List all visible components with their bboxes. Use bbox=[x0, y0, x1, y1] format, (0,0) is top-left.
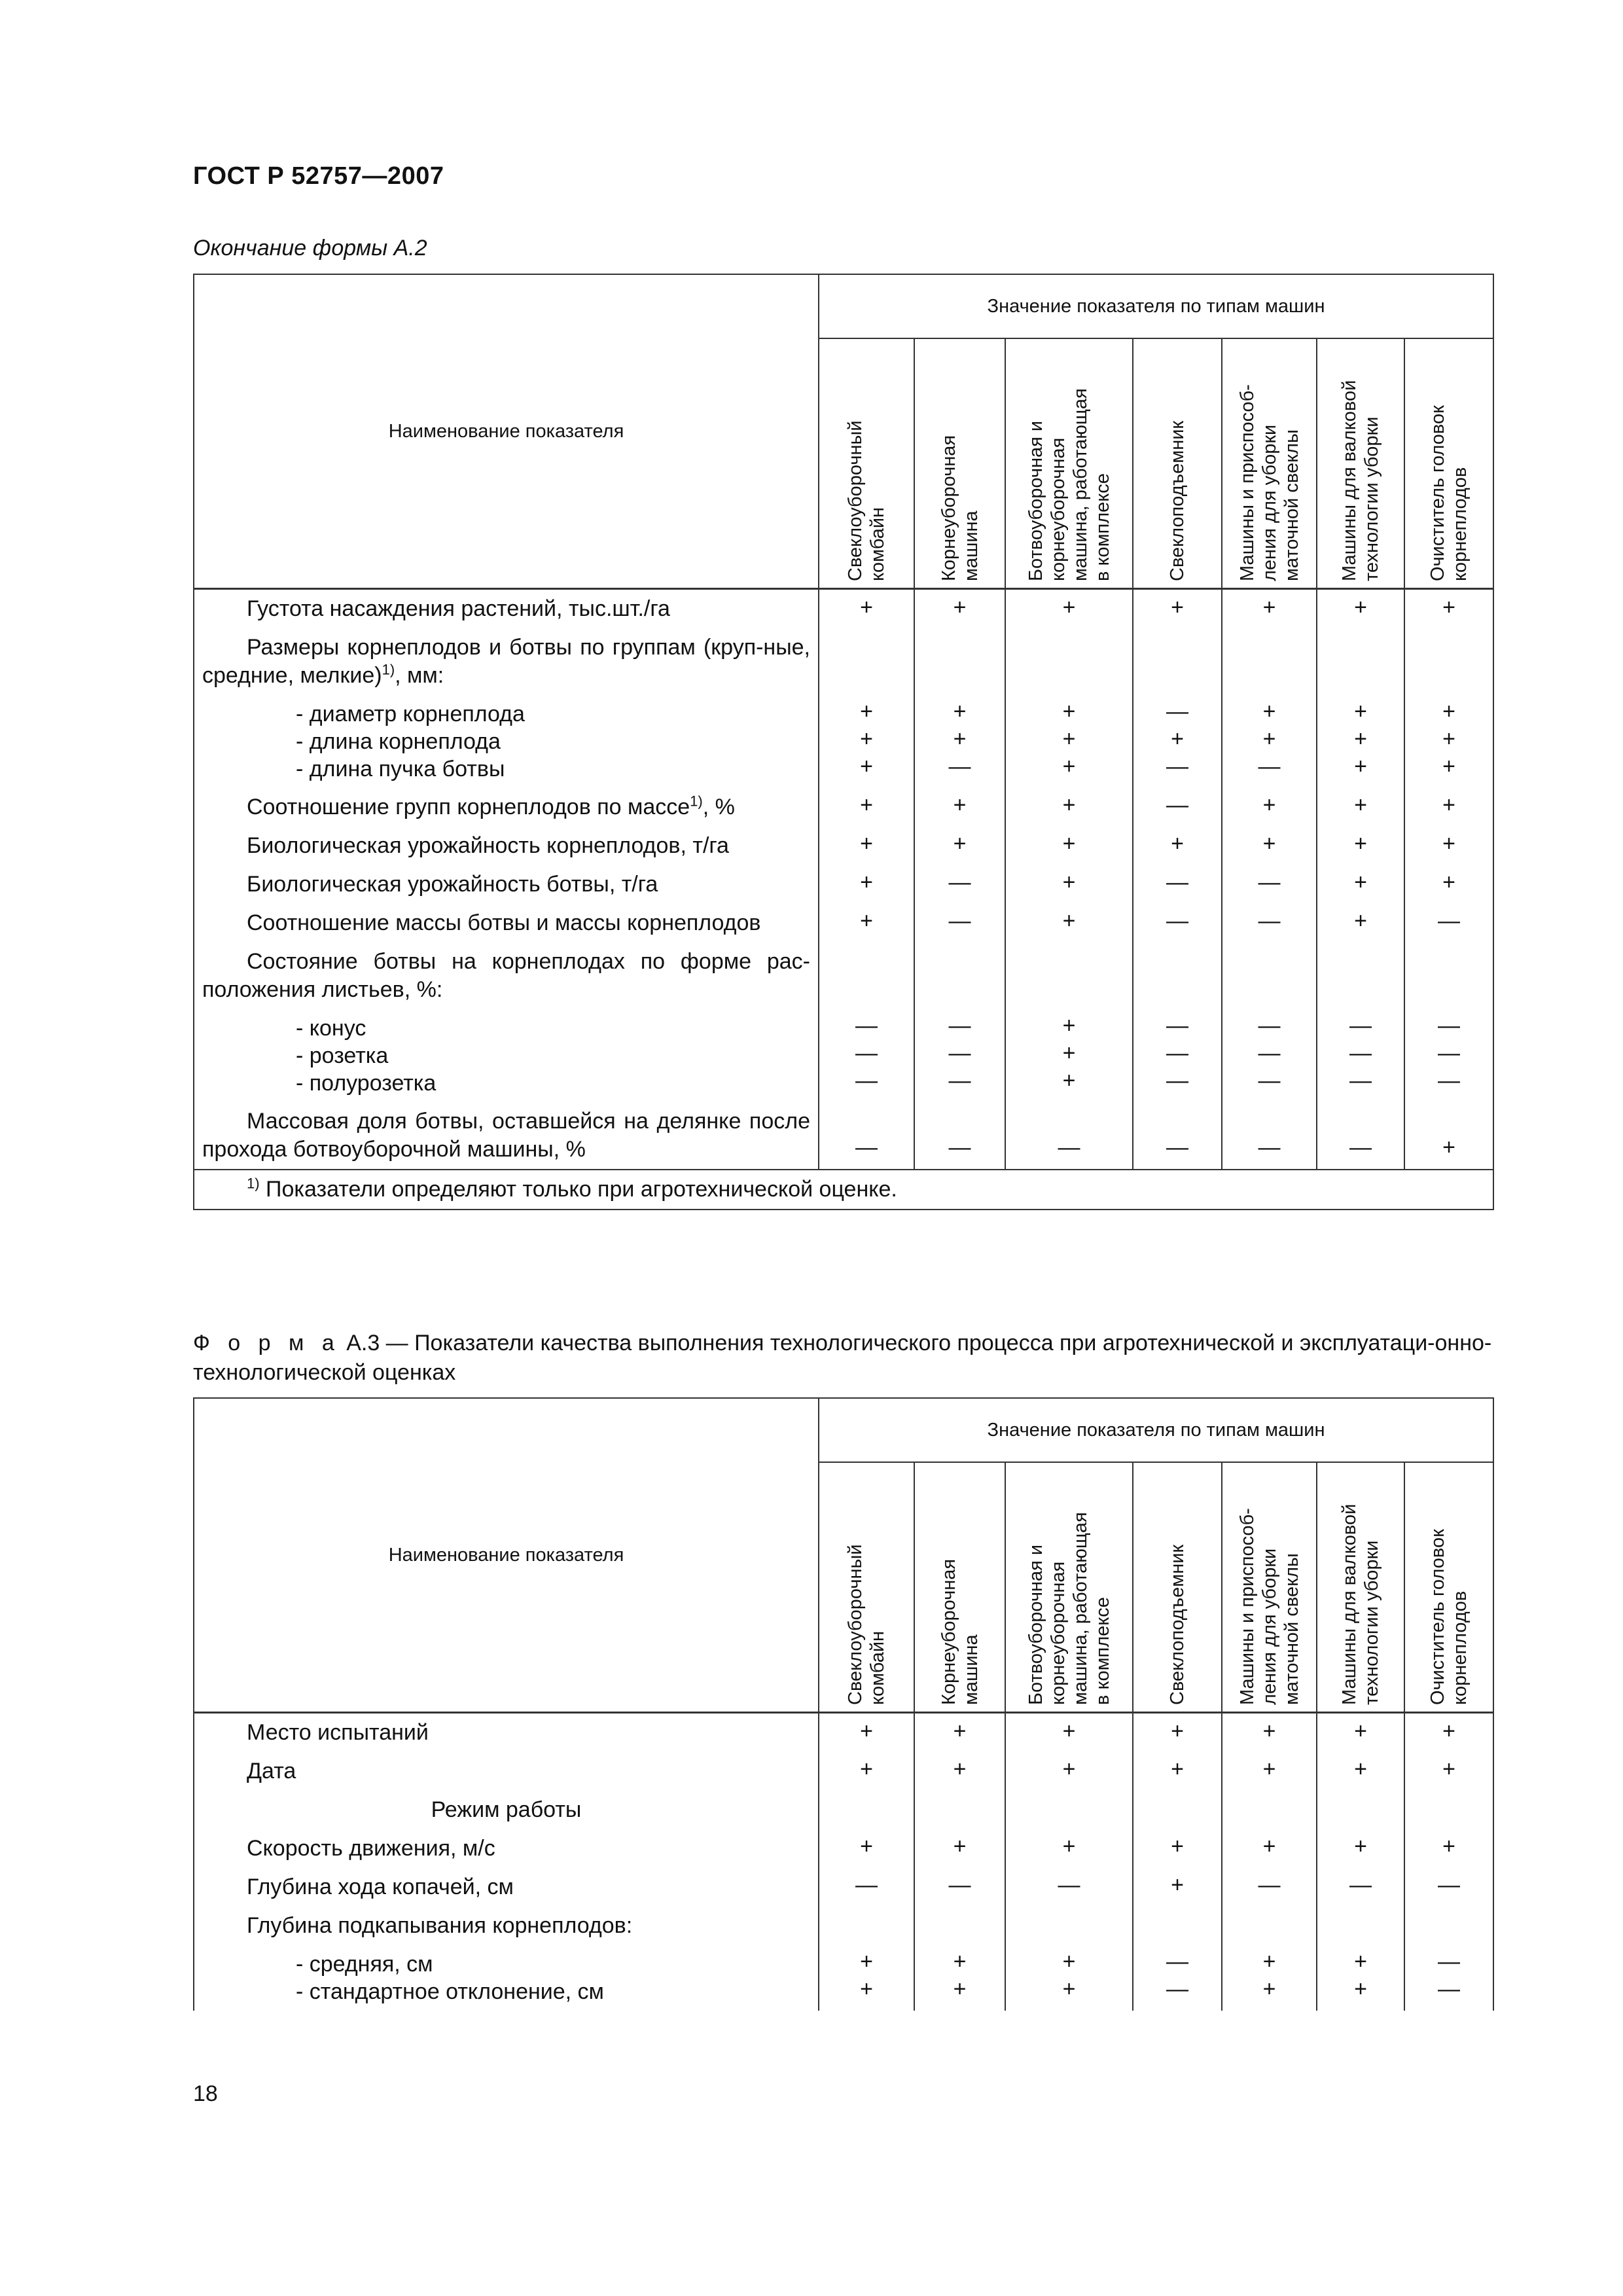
value-cell: + + + bbox=[819, 695, 914, 788]
value-cell bbox=[1133, 942, 1222, 1009]
value-cell: + bbox=[1133, 827, 1222, 865]
value-cell: — bbox=[1005, 1102, 1133, 1170]
value-cell: + bbox=[819, 1713, 914, 1753]
value-cell bbox=[1133, 1907, 1222, 1945]
value-cell: — bbox=[1222, 1868, 1317, 1907]
value-cell: — bbox=[1133, 1102, 1222, 1170]
value-cell: — — — bbox=[1222, 1009, 1317, 1102]
value-cell: — bbox=[1222, 1102, 1317, 1170]
value-cell: + bbox=[914, 827, 1005, 865]
value-cell: + bbox=[914, 1829, 1005, 1868]
value-cell: — bbox=[819, 1868, 914, 1907]
indicator-name: Соотношение групп корнеплодов по массе$^{1)}$, % bbox=[194, 788, 819, 827]
value-cell: — bbox=[914, 865, 1005, 904]
value-cell bbox=[1404, 942, 1493, 1009]
value-cell: + bbox=[819, 1829, 914, 1868]
column-header-machine: Ботвоуборочная и корнеуборочная машина, работающая в комплексе bbox=[1005, 1462, 1133, 1713]
value-cell: + bbox=[1404, 1829, 1493, 1868]
indicator-name: Скорость движения, м/с bbox=[194, 1829, 819, 1868]
indicator-name: Состояние ботвы на корнеплодах по форме рас-положения листьев, %: bbox=[194, 942, 819, 1009]
column-header-name: Наименование показателя bbox=[194, 1398, 819, 1713]
value-cell: + bbox=[1005, 865, 1133, 904]
indicator-name: Биологическая урожайность корнеплодов, т/га bbox=[194, 827, 819, 865]
value-cell: — bbox=[1133, 865, 1222, 904]
sub-indicator: - диаметр корнеплода bbox=[296, 702, 525, 726]
value-cell bbox=[1005, 942, 1133, 1009]
value-cell: — + — bbox=[1133, 695, 1222, 788]
table-row bbox=[194, 865, 1493, 904]
indicator-name: Соотношение массы ботвы и массы корнеплодов bbox=[194, 904, 819, 942]
value-cell: + bbox=[1317, 1752, 1404, 1791]
value-cell: — bbox=[914, 904, 1005, 942]
value-cell: — bbox=[1005, 1868, 1133, 1907]
value-cell: + bbox=[819, 865, 914, 904]
value-cell bbox=[1404, 1907, 1493, 1945]
value-cell bbox=[1317, 942, 1404, 1009]
value-cell: + bbox=[1404, 1752, 1493, 1791]
table-form-a3 bbox=[193, 1397, 1494, 2011]
column-header-machine: Машины и приспособ- ления для уборки маточной свеклы bbox=[1222, 338, 1317, 589]
value-cell: + bbox=[1404, 1102, 1493, 1170]
column-header-machine: Свеклоподъемник bbox=[1133, 338, 1222, 589]
value-cell: — — — bbox=[1404, 1009, 1493, 1102]
value-cell: + + bbox=[819, 1945, 914, 2011]
table-row bbox=[194, 589, 1493, 629]
value-cell: + bbox=[1317, 904, 1404, 942]
value-cell: — bbox=[1133, 788, 1222, 827]
table-row bbox=[194, 1945, 1493, 2011]
indicator-name bbox=[194, 1945, 819, 2011]
table-footnote: $^{1)}$ Показатели определяют только при агротехнической оценке. bbox=[194, 1170, 1493, 1210]
table-row bbox=[194, 904, 1493, 942]
value-cell: + bbox=[914, 1752, 1005, 1791]
value-cell: + bbox=[1005, 1752, 1133, 1791]
indicator-name: Массовая доля ботвы, оставшейся на делянке после прохода ботвоуборочной машины, % bbox=[194, 1102, 819, 1170]
value-cell bbox=[914, 628, 1005, 695]
value-cell bbox=[1317, 1791, 1404, 1829]
value-cell: + bbox=[1133, 589, 1222, 629]
value-cell: + bbox=[914, 788, 1005, 827]
value-cell bbox=[914, 1791, 1005, 1829]
table-row bbox=[194, 1713, 1493, 1753]
sub-indicator: - средняя, см bbox=[296, 1952, 433, 1977]
value-cell: — bbox=[914, 1102, 1005, 1170]
value-cell: + + + bbox=[1005, 1009, 1133, 1102]
value-cell: + bbox=[1005, 827, 1133, 865]
value-cell: + bbox=[1005, 1829, 1133, 1868]
table-form-a2 bbox=[193, 274, 1494, 1210]
value-cell: + bbox=[1404, 1713, 1493, 1753]
table-row bbox=[194, 942, 1493, 1009]
value-cell: + bbox=[1222, 589, 1317, 629]
sub-indicator: - длина корнеплода bbox=[296, 729, 501, 754]
table-row bbox=[194, 1009, 1493, 1102]
value-cell: + bbox=[1404, 865, 1493, 904]
value-cell bbox=[914, 1907, 1005, 1945]
value-cell bbox=[1222, 942, 1317, 1009]
column-header-machine: Машины для валковой технологии уборки bbox=[1317, 338, 1404, 589]
value-cell: — bbox=[819, 1102, 914, 1170]
value-cell: + bbox=[1404, 788, 1493, 827]
value-cell: + bbox=[819, 827, 914, 865]
value-cell: — — — bbox=[1317, 1009, 1404, 1102]
value-cell: + bbox=[1317, 1829, 1404, 1868]
value-cell: — — — bbox=[914, 1009, 1005, 1102]
value-cell bbox=[1005, 1907, 1133, 1945]
value-cell: + bbox=[1133, 1752, 1222, 1791]
value-cell: — bbox=[1404, 904, 1493, 942]
value-cell bbox=[1005, 1791, 1133, 1829]
value-cell: — bbox=[1404, 1868, 1493, 1907]
table-row bbox=[194, 1829, 1493, 1868]
value-cell: + bbox=[1222, 1829, 1317, 1868]
table-row bbox=[194, 628, 1493, 695]
value-cell bbox=[819, 1907, 914, 1945]
value-cell: + + bbox=[1222, 1945, 1317, 2011]
value-cell: + bbox=[819, 1752, 914, 1791]
sub-indicator: - длина пучка ботвы bbox=[296, 757, 505, 781]
value-cell: + bbox=[1404, 589, 1493, 629]
value-cell bbox=[819, 628, 914, 695]
value-cell: + + + bbox=[1005, 695, 1133, 788]
column-header-machine: Машины и приспособ- ления для уборки маточной свеклы bbox=[1222, 1462, 1317, 1713]
table-row bbox=[194, 788, 1493, 827]
indicator-name: Дата bbox=[194, 1752, 819, 1791]
value-cell: + + + bbox=[1404, 695, 1493, 788]
indicator-name: Глубина хода копачей, см bbox=[194, 1868, 819, 1907]
value-cell: + + — bbox=[914, 695, 1005, 788]
value-cell: + + + bbox=[1317, 695, 1404, 788]
indicator-name bbox=[194, 695, 819, 788]
value-cell: + bbox=[1222, 788, 1317, 827]
column-header-machine: Свеклоуборочный комбайн bbox=[819, 1462, 914, 1713]
value-cell bbox=[1133, 1791, 1222, 1829]
value-cell: + bbox=[1133, 1868, 1222, 1907]
value-cell: + bbox=[914, 589, 1005, 629]
value-cell: + bbox=[1005, 788, 1133, 827]
column-header-name: Наименование показателя bbox=[194, 274, 819, 589]
table-row bbox=[194, 1868, 1493, 1907]
value-cell: + bbox=[1005, 904, 1133, 942]
value-cell bbox=[1404, 1791, 1493, 1829]
value-cell: + bbox=[1005, 1713, 1133, 1753]
value-cell: + bbox=[1133, 1713, 1222, 1753]
value-cell bbox=[1317, 1907, 1404, 1945]
value-cell: + bbox=[914, 1713, 1005, 1753]
table-row bbox=[194, 1752, 1493, 1791]
value-cell: + bbox=[819, 788, 914, 827]
table-row bbox=[194, 695, 1493, 788]
sub-indicator: - стандартное отклонение, см bbox=[296, 1979, 604, 2004]
value-cell: + bbox=[1222, 1713, 1317, 1753]
table-row bbox=[194, 827, 1493, 865]
indicator-name: Густота насаждения растений, тыс.шт./га bbox=[194, 589, 819, 629]
column-header-machine: Ботвоуборочная и корнеуборочная машина, работающая в комплексе bbox=[1005, 338, 1133, 589]
value-cell: — — — bbox=[1133, 1009, 1222, 1102]
document-title: ГОСТ Р 52757—2007 bbox=[193, 162, 444, 190]
value-cell: + + — bbox=[1222, 695, 1317, 788]
value-cell: — bbox=[1133, 904, 1222, 942]
value-cell: + bbox=[1317, 827, 1404, 865]
value-cell bbox=[1222, 628, 1317, 695]
value-cell bbox=[1222, 1907, 1317, 1945]
value-cell bbox=[1222, 1791, 1317, 1829]
column-header-machine: Корнеуборочная машина bbox=[914, 1462, 1005, 1713]
value-cell: + bbox=[1317, 1713, 1404, 1753]
column-header-machine: Очиститель головок корнеплодов bbox=[1404, 1462, 1493, 1713]
value-cell: + bbox=[1222, 1752, 1317, 1791]
column-header-machine: Корнеуборочная машина bbox=[914, 338, 1005, 589]
value-cell: + bbox=[1404, 827, 1493, 865]
column-group-header: Значение показателя по типам машин bbox=[819, 274, 1493, 338]
value-cell: + + bbox=[914, 1945, 1005, 2011]
sub-indicator: - конус bbox=[296, 1016, 366, 1041]
value-cell bbox=[1133, 628, 1222, 695]
value-cell: — bbox=[914, 1868, 1005, 1907]
value-cell: + bbox=[1005, 589, 1133, 629]
column-header-machine: Свеклоуборочный комбайн bbox=[819, 338, 914, 589]
value-cell: + bbox=[1133, 1829, 1222, 1868]
indicator-name: Глубина подкапывания корнеплодов: bbox=[194, 1907, 819, 1945]
value-cell: — — bbox=[1133, 1945, 1222, 2011]
value-cell: — — — bbox=[819, 1009, 914, 1102]
value-cell: — bbox=[1317, 1102, 1404, 1170]
value-cell: — — bbox=[1404, 1945, 1493, 2011]
sub-indicator: - полурозетка bbox=[296, 1071, 437, 1096]
value-cell: — bbox=[1317, 1868, 1404, 1907]
page-number: 18 bbox=[193, 2081, 218, 2106]
indicator-name: Режим работы bbox=[194, 1791, 819, 1829]
value-cell bbox=[914, 942, 1005, 1009]
value-cell: + + bbox=[1005, 1945, 1133, 2011]
value-cell bbox=[819, 942, 914, 1009]
column-header-machine: Свеклоподъемник bbox=[1133, 1462, 1222, 1713]
form-a3-caption: Ф о р м а А.3 — Показатели качества выполнения технологического процесса при агротехнической и эксплуатаци-онно-технологической оценках bbox=[193, 1331, 1492, 1385]
value-cell bbox=[819, 1791, 914, 1829]
value-cell: + bbox=[819, 904, 914, 942]
value-cell: + + bbox=[1317, 1945, 1404, 2011]
table-row bbox=[194, 1907, 1493, 1945]
value-cell: + bbox=[1317, 589, 1404, 629]
value-cell bbox=[1005, 628, 1133, 695]
value-cell: — bbox=[1222, 865, 1317, 904]
indicator-name bbox=[194, 1009, 819, 1102]
table-row bbox=[194, 1102, 1493, 1170]
indicator-name: Размеры корнеплодов и ботвы по группам (круп-ные, средние, мелкие)$^{1)}$, мм: bbox=[194, 628, 819, 695]
column-header-machine: Очиститель головок корнеплодов bbox=[1404, 338, 1493, 589]
sub-indicator: - розетка bbox=[296, 1043, 389, 1068]
indicator-name: Место испытаний bbox=[194, 1713, 819, 1753]
table-row bbox=[194, 1791, 1493, 1829]
value-cell: — bbox=[1222, 904, 1317, 942]
form-continuation-caption: Окончание формы А.2 bbox=[193, 236, 427, 260]
indicator-name: Биологическая урожайность ботвы, т/га bbox=[194, 865, 819, 904]
column-header-machine: Машины для валковой технологии уборки bbox=[1317, 1462, 1404, 1713]
value-cell: + bbox=[1317, 788, 1404, 827]
value-cell: + bbox=[819, 589, 914, 629]
value-cell bbox=[1404, 628, 1493, 695]
column-group-header: Значение показателя по типам машин bbox=[819, 1398, 1493, 1462]
value-cell: + bbox=[1317, 865, 1404, 904]
value-cell: + bbox=[1222, 827, 1317, 865]
value-cell bbox=[1317, 628, 1404, 695]
